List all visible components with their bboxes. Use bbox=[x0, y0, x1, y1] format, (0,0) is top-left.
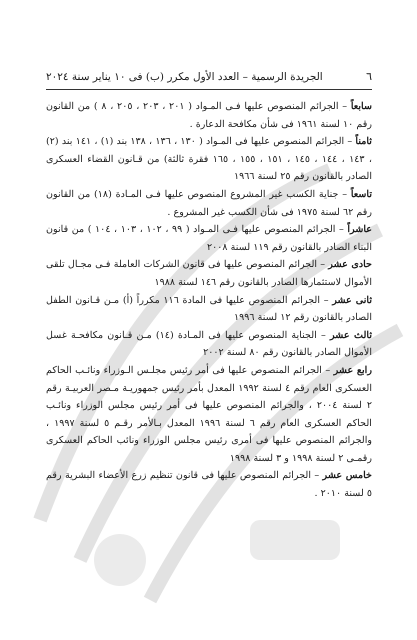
item-text: – الجرائم المنصوص عليها فـى المـواد ( ٩٩ ، ١٠٢ ، ١٠٣ ، ١٠٤ ) من قانون البناء الصادر بالقانون رقم ١١٩ لسنة ٢٠٠٨ bbox=[46, 224, 372, 253]
item-lead: ثانى عشر bbox=[332, 294, 372, 306]
article-items bbox=[46, 98, 372, 503]
item-text: – الجرائم المنصوص عليها فى المادة ١١٦ مكرراً (أ) مـن قـانون الطفل الصادر بالقانون رقم ١٢ لسنة ١٩٩٦ bbox=[46, 294, 372, 324]
list-item bbox=[46, 98, 372, 133]
item-text: – الجرائم المنصوص عليها فى أمر رئيس مجلـس الـوزراء ونائـب الحاكم العسكرى العام رقم ٤ لسنة ١٩٩٢ المعدل بأمر رئيس جمهوريـة مـصر العربيـة رقم ٢ لسنة ٢٠٠٤ ، والجرائم المنصوص عليها فى أمر رئيس مجلس الوزراء ونائـب الحاكم العسكرى العام رقم ٦ لسنة ١٩٩٦ المعدل بـالأمر رقـم ٥ لسنة ١٩٩٧ ، والجرائم المنصوص عليها فى أمرى رئيس مجلس الوزراء ونائب الحاكم العسكرى رقمـى ٢ لسنة ١٩٩٨ و ٣ لسنة ١٩٩٨ bbox=[46, 364, 373, 464]
item-lead: خامس عشر bbox=[322, 470, 372, 482]
gazette-title: الجريدة الرسمية – العدد الأول مكرر (ب) فى ١٠ يناير سنة ٢٠٢٤ bbox=[46, 71, 323, 83]
item-lead: تاسعاً bbox=[350, 188, 372, 200]
list-item bbox=[46, 362, 372, 468]
item-text: – الجرائم المنصوص عليها فى قانون تنظيم زرع الأعضاء البشرية رقم ٥ لسنة ٢٠١٠ . bbox=[46, 470, 372, 500]
item-lead: ثالث عشر bbox=[330, 329, 372, 341]
item-text: – الجرائم المنصوص عليها فى قانون الشركات العاملة فـى مجـال تلقى الأموال لاستثمارها الصادر بالقانون رقم ١٤٦ لسنة ١٩٨٨ bbox=[46, 259, 372, 288]
page-header bbox=[46, 70, 372, 90]
item-text: – الجناية المنصوص عليها فى المـادة (١٤) مـن قـانون مكافحـة غسل الأموال الصادر بالقانون رقم ٨٠ لسنة ٢٠٠٢ bbox=[46, 329, 372, 359]
item-text: – الجرائم المنصوص عليها فـى المـواد ( ٢٠١ ، ٢٠٣ ، ٢٠٥ ، ٨ ) من القانون رقم ١٠ لسنة ١٩٦١ فى شأن مكافحة الدعارة . bbox=[46, 101, 372, 130]
list-item bbox=[46, 256, 372, 291]
item-lead: رابع عشر bbox=[333, 364, 372, 376]
item-lead: حادى عشر bbox=[328, 259, 372, 271]
list-item bbox=[46, 186, 372, 221]
page-number: ٦ bbox=[366, 70, 372, 83]
list-item bbox=[46, 467, 372, 502]
list-item bbox=[46, 327, 372, 362]
item-text: – جناية الكسب غير المشروع المنصوص عليها فـى المـادة (١٨) من القانون رقم ٦٢ لسنة ١٩٧٥ فى شأن الكسب غير المشروع . bbox=[46, 188, 372, 218]
list-item bbox=[46, 292, 372, 327]
item-lead: عاشراً bbox=[347, 224, 373, 236]
list-item bbox=[46, 133, 372, 186]
document-page bbox=[46, 70, 372, 503]
item-lead: ثامناً bbox=[355, 136, 372, 148]
item-text: – الجرائم المنصوص عليها فى المـواد ( ١٣٠ ، ١٣٦ ، ١٣٨ بند (١) ، ١٤١ بند (٢) ، ١٤٣ ، ١٤٤ ، ١٤٥ ، ١٥١ ، ١٥٥ ، ١٦٥ فقرة ثالثة) من قـانون القضاء العسكرى الصادر بالقانون رقم ٢٥ لسنة ١٩٦٦ bbox=[46, 136, 373, 183]
list-item bbox=[46, 221, 372, 256]
item-lead: سابعاً bbox=[350, 101, 373, 112]
